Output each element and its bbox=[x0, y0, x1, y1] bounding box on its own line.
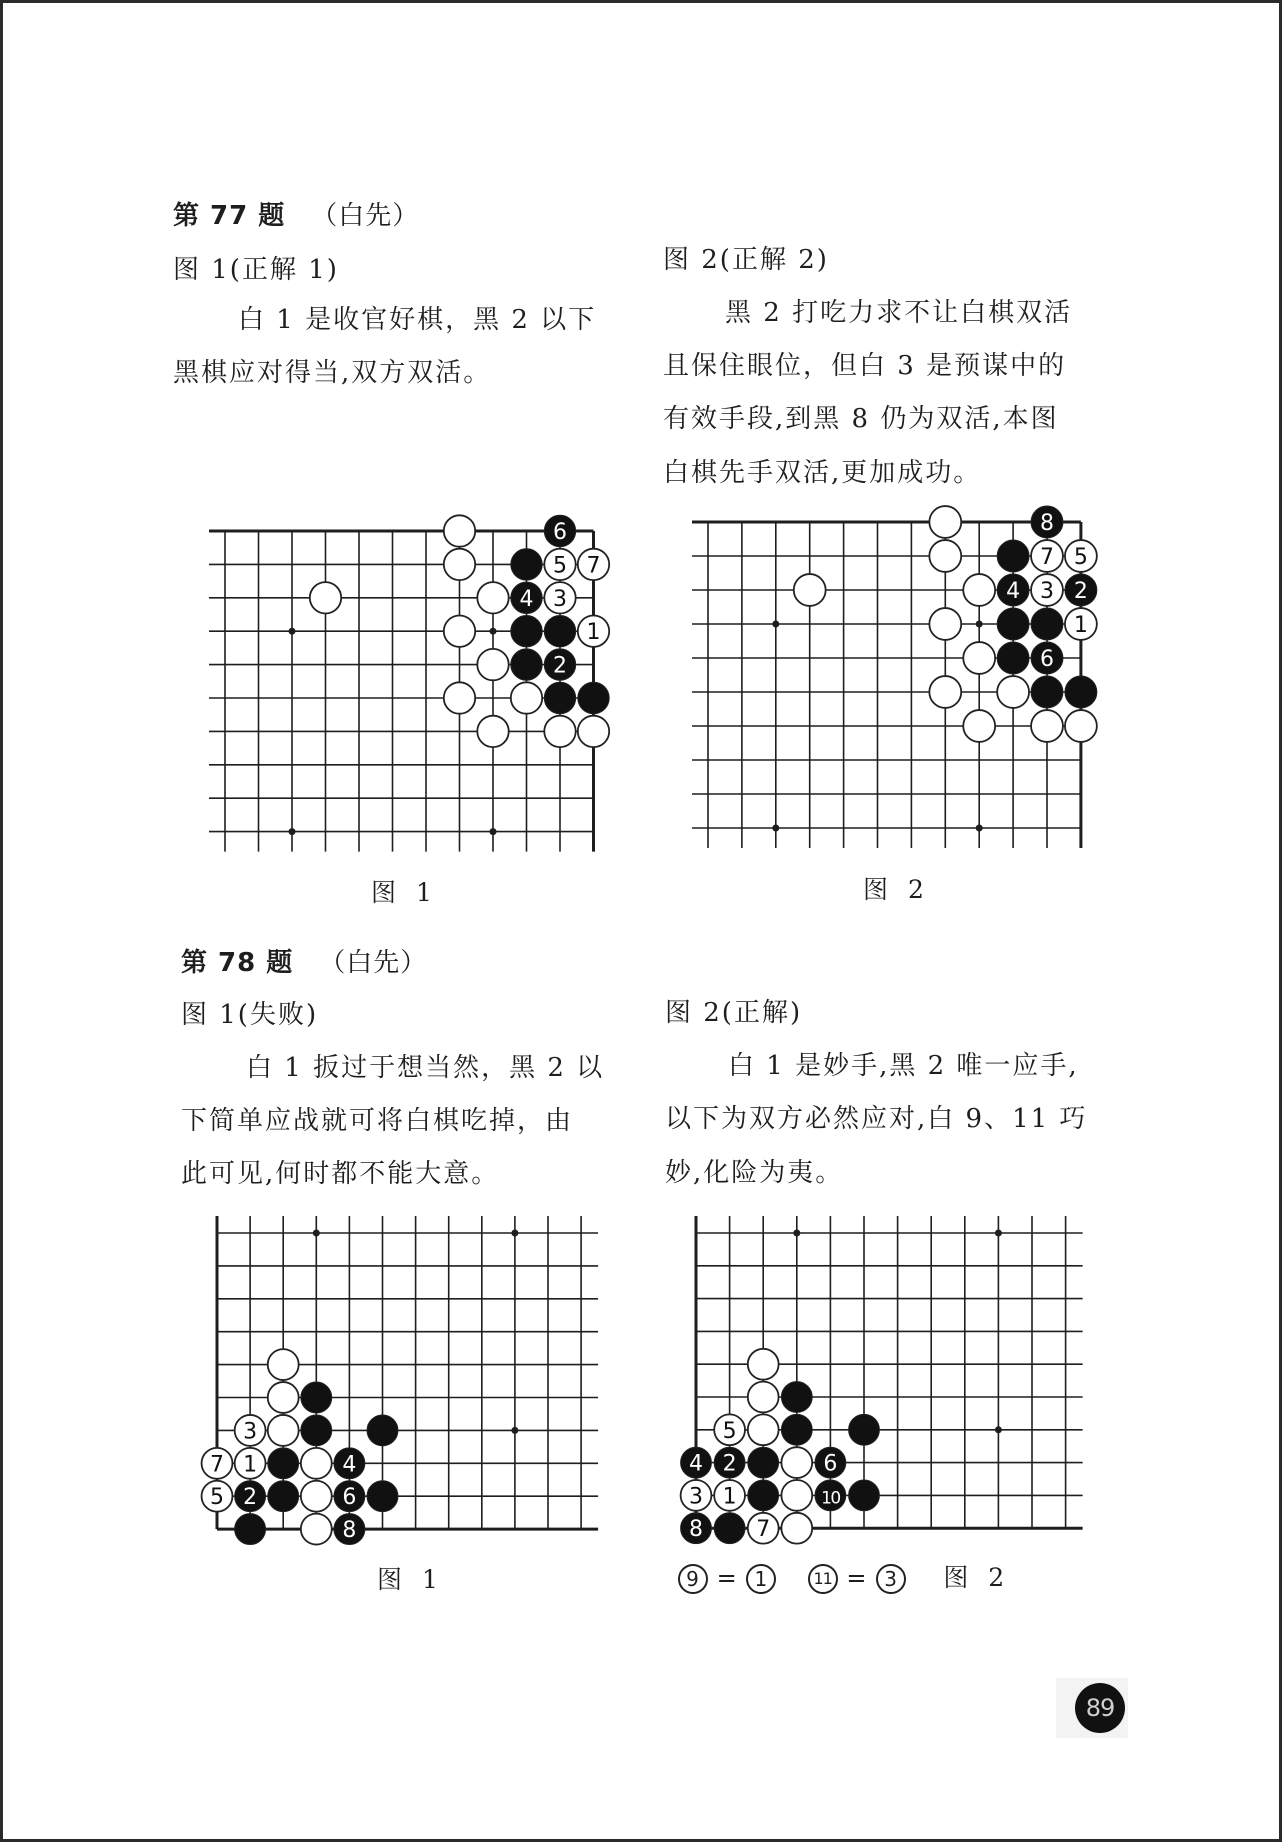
black-stone bbox=[748, 1480, 779, 1511]
move-marker-11: 11 bbox=[808, 1564, 838, 1594]
black-stone-2 bbox=[714, 1447, 745, 1478]
svg-text:5: 5 bbox=[722, 1418, 737, 1444]
white-stone bbox=[748, 1382, 779, 1413]
svg-text:7: 7 bbox=[1040, 545, 1054, 570]
p78-fig1-text-line-3: 此可见,何时都不能大意。 bbox=[181, 1159, 500, 1189]
p78-fig2-caption: 图 2 bbox=[943, 1563, 1011, 1592]
svg-text:8: 8 bbox=[342, 1518, 357, 1544]
svg-text:3: 3 bbox=[553, 586, 567, 612]
black-stone-4 bbox=[681, 1447, 712, 1478]
svg-text:2: 2 bbox=[553, 653, 567, 679]
white-stone-7 bbox=[748, 1513, 779, 1544]
white-stone bbox=[781, 1513, 812, 1544]
p78-fig2-label: 图 2(正解) bbox=[665, 998, 803, 1028]
p77-fig1-text-line-1: 白 1 是收官好棋，黑 2 以下 bbox=[238, 305, 597, 335]
svg-text:10: 10 bbox=[821, 1488, 840, 1509]
p77-fig2-text-line-3: 有效手段,到黑 8 仍为双活,本图 bbox=[663, 404, 1059, 434]
p78-fig1-text-line-2: 下简单应战就可将白棋吃掉，由 bbox=[181, 1106, 574, 1136]
svg-text:1: 1 bbox=[1073, 613, 1088, 638]
problem-77-title: 第 77 题 bbox=[173, 201, 286, 231]
svg-text:8: 8 bbox=[1040, 511, 1054, 536]
go-board-p78-fig2 bbox=[3, 3, 1279, 1839]
black-stone-8 bbox=[681, 1513, 712, 1544]
svg-text:5: 5 bbox=[553, 553, 567, 579]
p77-fig2-caption: 图 2 bbox=[863, 875, 930, 904]
svg-text:8: 8 bbox=[689, 1517, 703, 1543]
black-stone bbox=[849, 1480, 880, 1511]
black-stone bbox=[781, 1382, 812, 1413]
p78-fig2-text-line-1: 白 1 是妙手,黑 2 唯一应手, bbox=[728, 1051, 1079, 1081]
black-stone bbox=[748, 1447, 779, 1478]
move-marker-9: 9 bbox=[678, 1564, 708, 1594]
svg-text:1: 1 bbox=[243, 1452, 258, 1478]
svg-text:6: 6 bbox=[1040, 647, 1054, 672]
black-stone bbox=[849, 1414, 880, 1445]
black-stone-6 bbox=[815, 1447, 846, 1478]
svg-text:7: 7 bbox=[210, 1452, 224, 1478]
svg-text:4: 4 bbox=[1006, 579, 1021, 604]
page-number: 89 bbox=[1075, 1683, 1125, 1733]
p77-fig2-label: 图 2(正解 2) bbox=[663, 245, 829, 275]
move-marker-1: 1 bbox=[746, 1564, 776, 1594]
problem-78-side: （白先） bbox=[319, 948, 428, 978]
p77-fig1-label: 图 1(正解 1) bbox=[173, 255, 339, 285]
svg-text:1: 1 bbox=[586, 620, 601, 646]
white-stone bbox=[748, 1414, 779, 1445]
p77-fig1-caption: 图 1 bbox=[371, 878, 438, 907]
svg-text:6: 6 bbox=[553, 520, 567, 545]
book-page bbox=[3, 3, 1279, 1839]
p78-fig2-text-line-3: 妙,化险为夷。 bbox=[665, 1158, 844, 1188]
white-stone bbox=[781, 1480, 812, 1511]
black-stone-10 bbox=[815, 1480, 846, 1511]
svg-text:5: 5 bbox=[1073, 545, 1088, 570]
svg-text:4: 4 bbox=[689, 1451, 703, 1477]
svg-text:3: 3 bbox=[689, 1484, 703, 1510]
p78-fig1-text-line-1: 白 1 扳过于想当然，黑 2 以 bbox=[246, 1053, 605, 1083]
p78-fig1-label: 图 1(失败) bbox=[181, 1000, 319, 1030]
black-stone bbox=[781, 1414, 812, 1445]
white-stone-5 bbox=[714, 1414, 745, 1445]
p78-fig2-text-line-2: 以下为双方必然应对,白 9、11 巧 bbox=[665, 1104, 1088, 1134]
p78-fig1-caption: 图 1 bbox=[377, 1565, 444, 1594]
p77-fig2-text-line-4: 白棋先手双活,更加成功。 bbox=[663, 458, 982, 488]
white-stone bbox=[781, 1447, 812, 1478]
svg-text:7: 7 bbox=[756, 1517, 771, 1543]
p77-fig1-text-line-2: 黑棋应对得当,双方双活。 bbox=[173, 358, 492, 388]
svg-text:7: 7 bbox=[586, 553, 601, 579]
svg-text:4: 4 bbox=[519, 586, 534, 612]
svg-text:1: 1 bbox=[722, 1484, 737, 1510]
svg-text:2: 2 bbox=[722, 1451, 737, 1477]
p77-fig2-text-line-2: 且保住眼位，但白 3 是预谋中的 bbox=[663, 351, 1067, 381]
problem-78-title: 第 78 题 bbox=[181, 948, 294, 978]
equals-sign: = bbox=[716, 1564, 747, 1592]
svg-text:6: 6 bbox=[342, 1485, 357, 1511]
svg-text:3: 3 bbox=[1040, 579, 1054, 604]
svg-text:3: 3 bbox=[243, 1419, 258, 1445]
white-stone bbox=[748, 1349, 779, 1380]
move-marker-3: 3 bbox=[876, 1564, 906, 1594]
svg-text:6: 6 bbox=[823, 1451, 838, 1477]
p77-fig2-text-line-1: 黑 2 打吃力求不让白棋双活 bbox=[725, 298, 1073, 328]
white-stone-1 bbox=[714, 1480, 745, 1511]
svg-text:5: 5 bbox=[210, 1485, 224, 1511]
svg-text:4: 4 bbox=[342, 1452, 357, 1478]
svg-text:2: 2 bbox=[1073, 579, 1088, 604]
problem-77-side: （白先） bbox=[311, 201, 420, 231]
equals-sign: = bbox=[846, 1564, 868, 1592]
black-stone bbox=[714, 1513, 745, 1544]
svg-text:2: 2 bbox=[243, 1485, 258, 1511]
white-stone-3 bbox=[681, 1480, 712, 1511]
p78-fig2-move-note bbox=[678, 1563, 1010, 1594]
